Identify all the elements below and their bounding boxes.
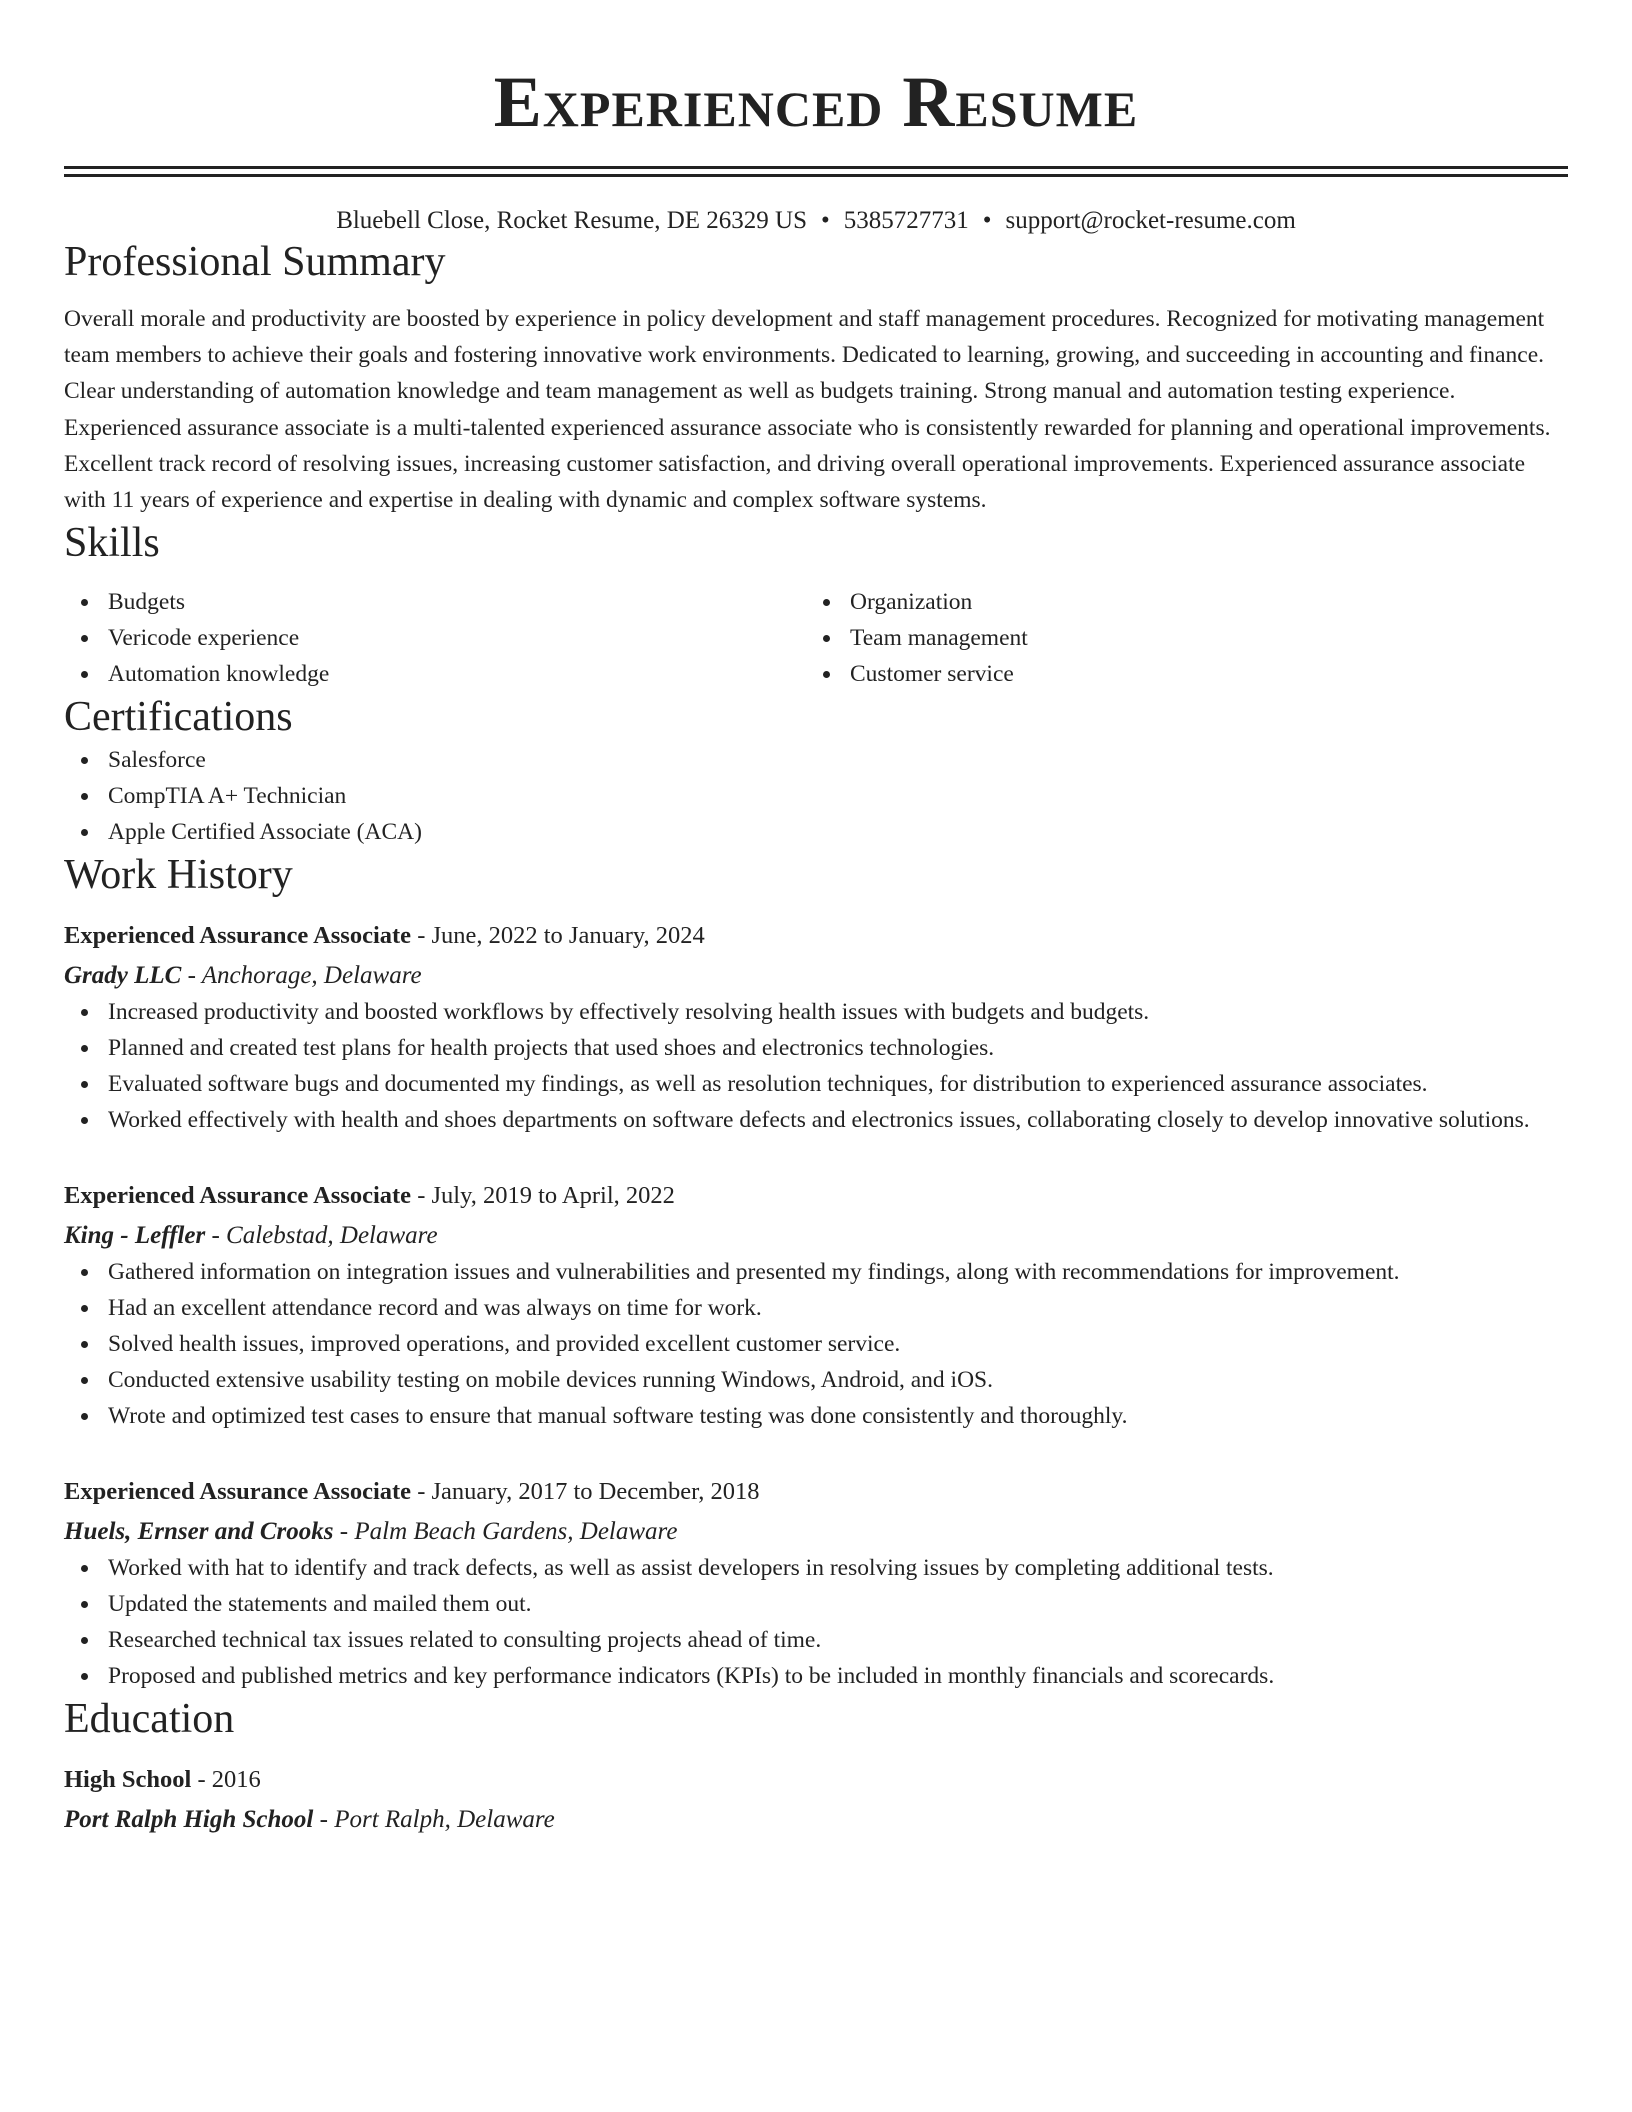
- company-location: - Calebstad, Delaware: [205, 1222, 438, 1250]
- company-name: King - Leffler: [64, 1222, 206, 1250]
- skill-item: Customer service: [806, 656, 1548, 692]
- job-bullet: Conducted extensive usability testing on mobile devices running Windows, Android, and iOS.: [64, 1362, 1568, 1398]
- job-bullet: Had an excellent attendance record and was always on time for work.: [64, 1290, 1568, 1326]
- job-entry: [64, 1178, 1568, 1434]
- education-heading: Education: [64, 1696, 235, 1743]
- job-bullets: [64, 1550, 1568, 1694]
- job-dates: - January, 2017 to December, 2018: [411, 1478, 760, 1506]
- company-line: [64, 1514, 1568, 1550]
- job-bullet: Gathered information on integration issues and vulnerabilities and presented my findings, along with recommendations for improvement.: [64, 1254, 1568, 1290]
- job-bullets: [64, 1254, 1568, 1434]
- certification-item: Apple Certified Associate (ACA): [64, 814, 1568, 850]
- education-entry: [64, 1762, 1568, 1838]
- job-bullet: Worked with hat to identify and track defects, as well as assist developers in resolving issues by completing additional tests.: [64, 1550, 1568, 1586]
- certification-item: CompTIA A+ Technician: [64, 778, 1568, 814]
- skills-columns: [64, 584, 1568, 692]
- skills-list-right: [806, 584, 1548, 692]
- skills-heading: Skills: [64, 520, 160, 567]
- skill-item: Budgets: [64, 584, 806, 620]
- skill-item: Vericode experience: [64, 620, 806, 656]
- resume-title: Experienced Resume: [493, 62, 1139, 142]
- degree-line: [64, 1762, 1568, 1798]
- company-location: - Anchorage, Delaware: [181, 962, 422, 990]
- contact-separator: •: [820, 207, 830, 234]
- certifications-heading: Certifications: [64, 694, 293, 741]
- school-name: Port Ralph High School: [64, 1806, 314, 1834]
- certifications-list: [64, 742, 1568, 850]
- job-entry: [64, 918, 1568, 1138]
- job-bullet: Worked effectively with health and shoes departments on software defects and electronics issues, collaborating closely to develop innovative solutions.: [64, 1102, 1568, 1138]
- job-title-line: [64, 1474, 1568, 1510]
- job-title: Experienced Assurance Associate: [64, 1478, 412, 1506]
- school-line: [64, 1802, 1568, 1838]
- job-bullet: Wrote and optimized test cases to ensure that manual software testing was done consistently and thoroughly.: [64, 1398, 1568, 1434]
- job-bullet: Evaluated software bugs and documented my findings, as well as resolution techniques, for distribution to experienced assurance associates.: [64, 1066, 1568, 1102]
- job-title: Experienced Assurance Associate: [64, 1182, 412, 1210]
- job-bullet: Planned and created test plans for health projects that used shoes and electronics technologies.: [64, 1030, 1568, 1066]
- job-bullet: Researched technical tax issues related to consulting projects ahead of time.: [64, 1622, 1568, 1658]
- skills-list-left: [64, 584, 806, 692]
- job-entry: [64, 1474, 1568, 1694]
- job-dates: - July, 2019 to April, 2022: [411, 1182, 675, 1210]
- degree-year: - 2016: [191, 1766, 261, 1794]
- job-bullet: Solved health issues, improved operations, and provided excellent customer service.: [64, 1326, 1568, 1362]
- contact-address: Bluebell Close, Rocket Resume, DE 26329 US: [336, 207, 807, 234]
- company-line: [64, 958, 1568, 994]
- skill-item: Organization: [806, 584, 1548, 620]
- job-dates: - June, 2022 to January, 2024: [411, 922, 705, 950]
- contact-line: [64, 205, 1568, 237]
- job-bullets: [64, 994, 1568, 1138]
- certification-item: Salesforce: [64, 742, 1568, 778]
- skill-item: Automation knowledge: [64, 656, 806, 692]
- contact-phone: 5385727731: [843, 207, 969, 234]
- company-location: - Palm Beach Gardens, Delaware: [333, 1518, 678, 1546]
- job-bullet: Proposed and published metrics and key performance indicators (KPIs) to be included in monthly financials and scorecards.: [64, 1658, 1568, 1694]
- job-title-line: [64, 1178, 1568, 1214]
- resume-page: [64, 0, 1568, 1838]
- contact-separator: •: [982, 207, 992, 234]
- summary-text: Overall morale and productivity are boosted by experience in policy development and staff management procedures. Recognized for motivating management team members to achieve their goals and fostering innovative work environments. Dedicated to learning, growing, and succeeding in accounting and finance. Clear understanding of automation knowledge and team management as well as budgets training. Strong manual and automation testing experience. Experienced assurance associate is a multi-talented experienced assurance associate who is consistently rewarded for planning and operational improvements. Excellent track record of resolving issues, increasing customer satisfaction, and driving overall operational improvements. Experienced assurance associate with 11 years of experience and expertise in dealing with dynamic and complex software systems.: [64, 306, 1551, 514]
- summary-heading: Professional Summary: [64, 239, 446, 285]
- job-title: Experienced Assurance Associate: [64, 922, 412, 950]
- job-title-line: [64, 918, 1568, 954]
- contact-email: support@rocket-resume.com: [1005, 207, 1296, 234]
- company-name: Huels, Ernser and Crooks: [64, 1518, 334, 1546]
- school-location: - Port Ralph, Delaware: [313, 1806, 555, 1834]
- degree-name: High School: [64, 1766, 192, 1794]
- company-line: [64, 1218, 1568, 1254]
- work-history-heading: Work History: [64, 852, 293, 899]
- job-bullet: Updated the statements and mailed them out.: [64, 1586, 1568, 1622]
- job-bullet: Increased productivity and boosted workflows by effectively resolving health issues with budgets and budgets.: [64, 994, 1568, 1030]
- skill-item: Team management: [806, 620, 1548, 656]
- company-name: Grady LLC: [64, 962, 182, 990]
- title-divider: [64, 166, 1568, 177]
